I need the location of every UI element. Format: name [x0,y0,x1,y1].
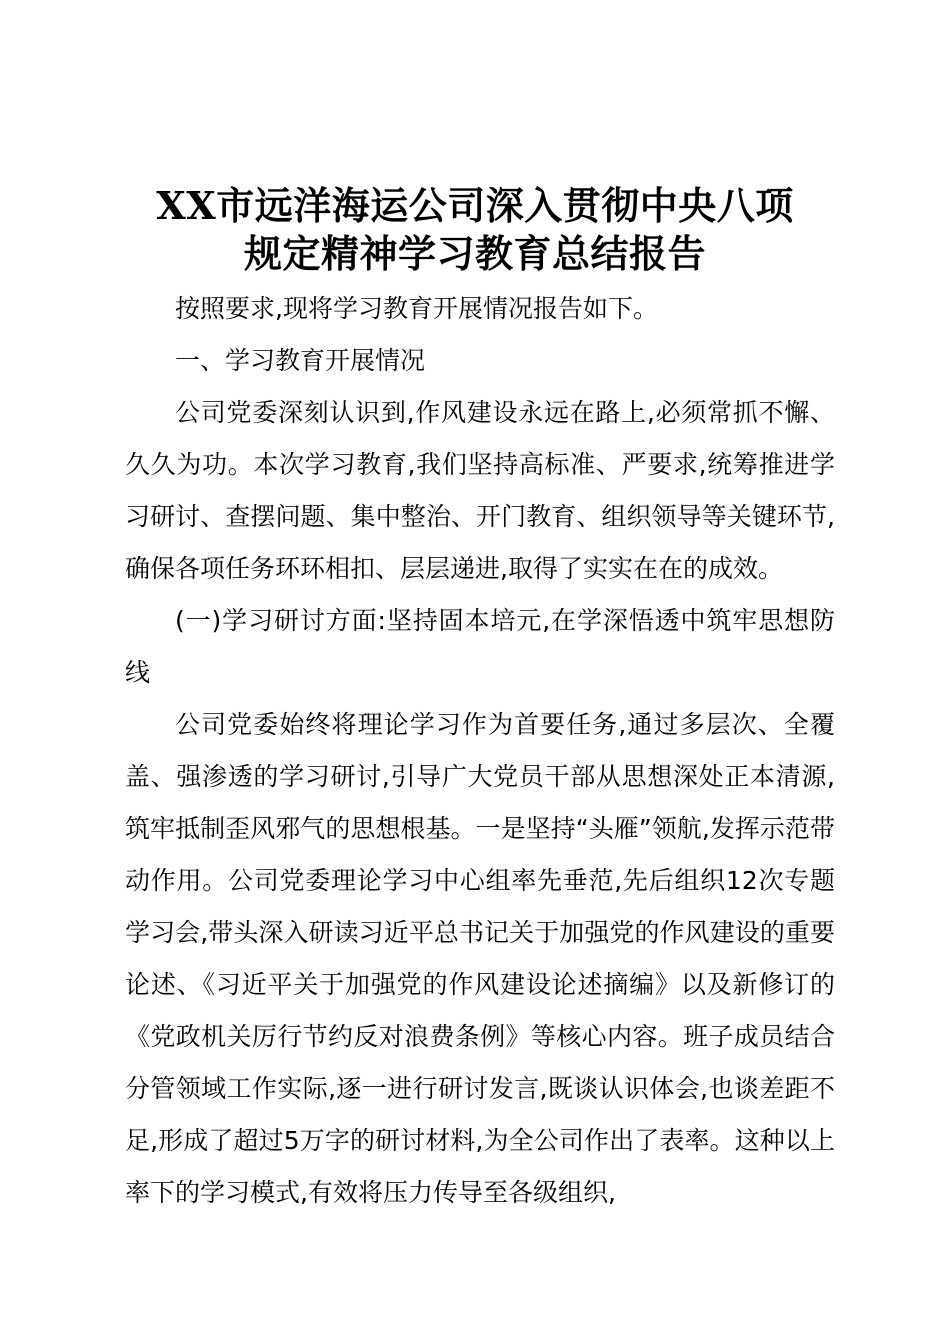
title-line-1: XX市远洋海运公司深入贯彻中央八项 [156,183,794,228]
document-title [120,182,830,278]
document-body [125,283,835,1219]
title-line-2: 规定精神学习教育总结报告 [243,231,706,276]
body-paragraph: 公司党委始终将理论学习作为首要任务,通过多层次、全覆盖、强渗透的学习研讨,引导广大党员干部从思想深处正本清源,筑牢抵制歪风邪气的思想根基。一是坚持“头雁”领航,发挥示范带动作用。公司党委理论学习中心组率先垂范,先后组织12次专题学习会,带头深入研读习近平总书记关于加强党的作风建设的重要论述、《习近平关于加强党的作风建设论述摘编》以及新修订的《党政机关厉行节约反对浪费条例》等核心内容。班子成员结合分管领域工作实际,逐一进行研讨发言,既谈认识体会,也谈差距不足,形成了超过5万字的研讨材料,为全公司作出了表率。这种以上率下的学习模式,有效将压力传导至各级组织, [125,710,835,1207]
body-paragraph: 公司党委深刻认识到,作风建设永远在路上,必须常抓不懈、久久为功。本次学习教育,我们坚持高标准、严要求,统筹推进学习研讨、查摆问题、集中整治、开门教育、组织领导等关键环节,确保各项任务环环相扣、层层递进,取得了实实在在的成效。 [125,398,835,583]
section-heading: 一、学习教育开展情况 [175,346,426,375]
subsection-heading: (一)学习研讨方面:坚持固本培元,在学深悟透中筑牢思想防线 [125,606,835,687]
intro-paragraph: 按照要求,现将学习教育开展情况报告如下。 [175,294,658,323]
